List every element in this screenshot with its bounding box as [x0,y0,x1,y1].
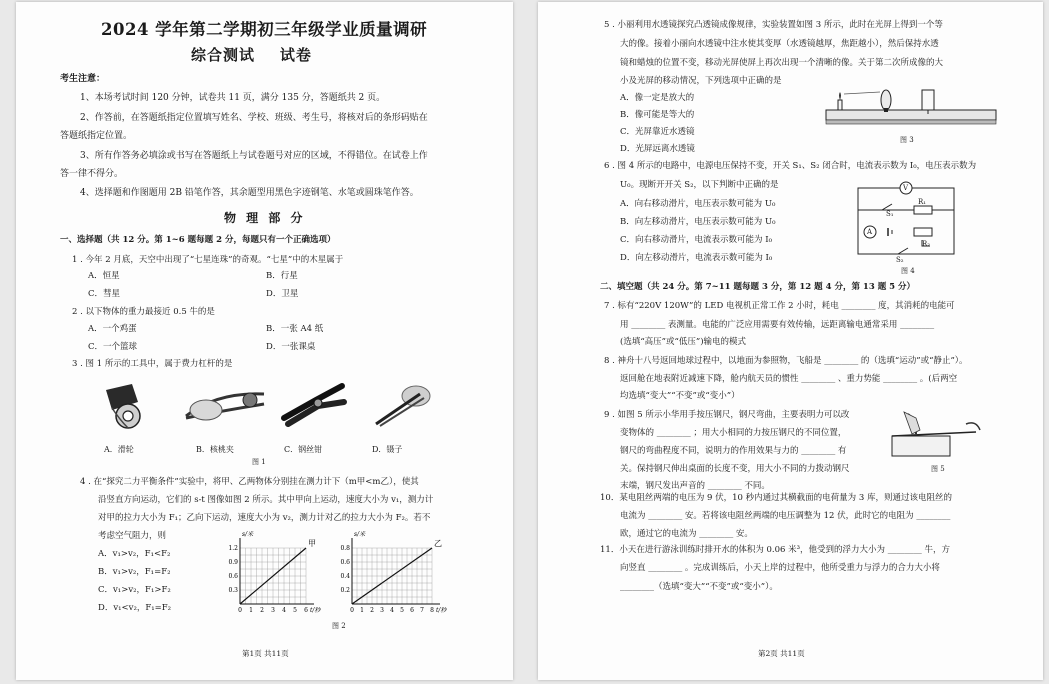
wire-pliers-image [278,382,348,426]
y-tick-label: 0.4 [340,573,350,580]
q4-option-d: D．v₁<v₂，F₁=F₂ [98,603,172,613]
x-tick-label: 2 [370,607,374,614]
q6-line: 6 . 图 4 所示的电路中，电源电压保持不变，开关 S₁、S₂ 闭合时，电流表示数为 I₀，电压表示数为 [604,161,977,171]
y-axis-label: s/米 [354,531,366,538]
y-tick-label: 0.9 [228,559,238,566]
x-tick-label: 1 [249,607,253,614]
q6-line: U₀。现断开开关 S₂，以下判断中正确的是 [620,180,779,190]
q5-option-c: C．光屏靠近水透镜 [620,127,695,137]
q2-option-b: B．一张 A4 纸 [266,324,324,334]
pulley-image [98,380,158,432]
q7-line: 7 . 标有“220V 120W”的 LED 电视机正常工作 2 小时，耗电 ________ 度，其消耗的电能可 [604,301,955,311]
figure-4-caption: 图 4 [901,267,915,275]
notice-line: 1、本场考试时间 120 分钟，试卷共 11 页，满分 135 分，答题纸共 2 页。 [80,93,386,103]
x-tick-label: 7 [420,607,424,614]
notice-line: 答题纸指定位置。 [60,131,133,141]
q11-line: 向竖直 ________ 。完成训练后，小天上岸的过程中，他所受重力与浮力的合力大小将 [620,563,940,573]
switch-s2-label: S₂ [896,256,904,264]
q3-option-b: B．核桃夹 [196,445,234,454]
x-tick-label: 0 [238,607,242,614]
exam-page-2 [538,2,1043,680]
q11-line: ________（选填“变大”“不变”或“变小”）。 [620,582,778,592]
y-tick-label: 0.2 [340,587,350,594]
x-tick-label: 0 [350,607,354,614]
q2-option-d: D．一张课桌 [266,342,316,352]
q10-line: 10．某电阻丝两端的电压为 9 伏，10 秒内通过其横截面的电荷量为 3 库，则通过该电阻丝的 [600,493,952,503]
q9-line: 变物体的 ________ ；用大小相同的力按压钢尺的不同位置， [620,428,847,438]
q6-option-a: A．向右移动滑片，电压表示数可能为 U₀ [620,199,776,209]
q7-line: (选填“高压”或“低压”)输电的模式 [620,337,747,347]
figure-3-caption: 图 3 [900,136,914,144]
ammeter-label: A [867,228,873,236]
y-tick-label: 0.3 [228,587,238,594]
exam-subtitle: 综合测试 试卷 [191,46,312,64]
x-tick-label: 6 [410,607,414,614]
part1-heading: 一、选择题（共 12 分。第 1~6 题每题 2 分，每题只有一个正确选项） [60,235,336,245]
q10-line: 欧，通过它的电流为 ________ 安。 [620,529,753,539]
q3-option-a: A．滑轮 [104,445,134,454]
notice-line: 3、所有作答务必填涂或书写在答题纸上与试卷题号对应的区域，不得错位。在试卷上作 [80,151,428,161]
x-tick-label: 6 [304,607,308,614]
x-tick-label: 1 [360,607,364,614]
section-title: 物 理 部 分 [224,211,306,225]
q2-stem: 2 . 以下物体的重力最接近 0.5 牛的是 [72,307,215,317]
notice-line: 2、作答前，在答题纸指定位置填写姓名、学校、班级、考生号，将核对后的条形码贴在 [80,113,428,123]
q9-line: 末端，钢尺发出声音的 ________ 不同。 [620,481,770,491]
q5-line: 小及光屏的移动情况，下列选项中正确的是 [620,76,782,86]
switch-s1-label: S₁ [886,210,894,218]
q3-stem: 3 . 图 1 所示的工具中，属于费力杠杆的是 [72,359,233,369]
q2-option-a: A．一个鸡蛋 [88,324,137,334]
y-tick-label: 0.6 [228,573,238,580]
figure-5-caption: 图 5 [931,465,945,473]
q6-option-c: C．向右移动滑片，电流表示数可能为 I₀ [620,235,772,245]
nutcracker-image [180,382,272,428]
notice-heading: 考生注意： [60,74,106,84]
q4-line: 考虑空气阻力，则 [98,531,167,541]
x-tick-label: 4 [282,607,286,614]
x-tick-label: 4 [390,607,394,614]
q4-option-c: C．v₁>v₂，F₁>F₂ [98,585,171,595]
x-tick-label: 5 [293,607,297,614]
graph-jia [222,532,322,616]
q6-option-b: B．向左移动滑片，电压表示数可能为 U₀ [620,217,776,227]
page-footer: 第2页 共11页 [758,649,805,658]
series-label: 甲 [308,539,316,548]
graph-yi [334,532,446,616]
q11-line: 11．小天在进行游泳训练时排开水的体积为 0.06 米³，他受到的浮力大小为 ________ 牛，方 [600,545,950,555]
y-tick-label: 1.2 [228,545,238,552]
x-axis-label: t/秒 [310,607,321,614]
x-tick-label: 8 [430,607,434,614]
q8-line: 均选填“变大”“不变”或“变小”） [620,391,740,401]
series-label: 乙 [434,539,442,548]
optical-bench-image [824,88,1002,134]
q1-option-d: D．卫星 [266,289,299,299]
q1-stem: 1 . 今年 2 月底，天空中出现了“七星连珠”的奇观。“七星”中的木星属于 [72,255,344,265]
y-tick-label: 0.6 [340,559,350,566]
q2-option-c: C．一个篮球 [88,342,138,352]
x-tick-label: 3 [271,607,275,614]
resistor-r2-label: R₂ [922,240,931,248]
resistor-r1-label: R₁ [918,198,927,206]
q4-line: 对甲的拉力大小为 F₁；乙向下运动，速度大小为 v₂，测力计对乙的拉力大小为 F₂。若不 [98,513,431,523]
q5-line: 5 . 小丽利用水透镜探究凸透镜成像规律，实验装置如图 3 所示，此时在光屏上得到一个等 [604,20,943,30]
q3-option-d: D．镊子 [372,445,403,454]
page-footer: 第1页 共11页 [242,649,289,658]
q5-option-b: B．像可能是等大的 [620,110,695,120]
x-tick-label: 3 [380,607,384,614]
voltmeter-label: V [903,184,909,192]
q8-line: 返回舱在地表附近减速下降，舱内航天员的惯性 ________ 、重力势能 ________ 。(后两空 [620,374,958,384]
part2-heading: 二、填空题（共 24 分。第 7~11 题每题 3 分，第 12 题 4 分，第 13 题 5 分） [600,282,916,292]
q9-line: 关。保持钢尺伸出桌面的长度不变，用大小不同的力拨动钢尺 [620,464,850,474]
y-axis-label: s/米 [242,531,254,538]
q8-line: 8 . 神舟十八号返回地球过程中，以地面为参照物，飞船是 ________ 的（选填“运动”或“静止”）。 [604,356,968,366]
exam-title: 2024 学年第二学期初三年级学业质量调研 [101,20,428,39]
notice-line: 答一律不得分。 [60,169,124,179]
q9-line: 9 . 如图 5 所示小华用手按压钢尺，钢尺弯曲，主要表明力可以改 [604,410,850,420]
q5-line: 镜和蜡烛的位置不变，移动光屏使屏上再次出现一个清晰的像。关于第二次所成像的大 [620,58,944,68]
q1-option-b: B．行星 [266,271,298,281]
q5-option-d: D．光屏远离水透镜 [620,144,695,154]
q1-option-c: C．彗星 [88,289,121,299]
x-tick-label: 5 [400,607,404,614]
x-tick-label: 2 [260,607,264,614]
q6-option-d: D．向左移动滑片，电流表示数可能为 I₀ [620,253,773,263]
q4-option-a: A．v₁>v₂，F₁<F₂ [98,549,171,559]
figure-1-caption: 图 1 [252,458,266,466]
q7-line: 用 ________ 表测量。电能的广泛应用需要有效传输，远距离输电通常采用 ________ [620,320,935,330]
q5-option-a: A．像一定是放大的 [620,93,695,103]
exam-page-1 [16,2,513,680]
q4-line: 4 . 在“探究二力平衡条件”实验中，将甲、乙两物体分别挂在测力计下（m甲<m乙），使其 [80,477,419,487]
steel-ruler-image [890,406,982,458]
y-tick-label: 0.8 [340,545,350,552]
figure-2-caption: 图 2 [332,622,346,630]
tweezers-image [368,382,434,428]
q9-line: 钢尺的弯曲程度不同，说明力的作用效果与力的 ________ 有 [620,446,847,456]
q5-line: 大的像。接着小丽向水透镜中注水使其变厚（水透镜越厚，焦距越小），然后保持水透 [620,39,939,49]
notice-line: 4、选择题和作图题用 2B 铅笔作答，其余题型用黑色字迹钢笔、水笔或圆珠笔作答。 [80,188,419,198]
q4-line: 沿竖直方向运动，它们的 s-t 图像如图 2 所示。其中甲向上运动，速度大小为 v₁，测力计 [98,495,434,505]
q3-option-c: C．钢丝钳 [284,445,323,454]
q1-option-a: A．恒星 [88,271,120,281]
q4-option-b: B．v₁>v₂，F₁=F₂ [98,567,171,577]
q10-line: 电流为 ________ 安。若将该电阻丝两端的电压调整为 12 伏，此时它的电阻为 ________ [620,511,951,521]
x-axis-label: t/秒 [436,607,447,614]
